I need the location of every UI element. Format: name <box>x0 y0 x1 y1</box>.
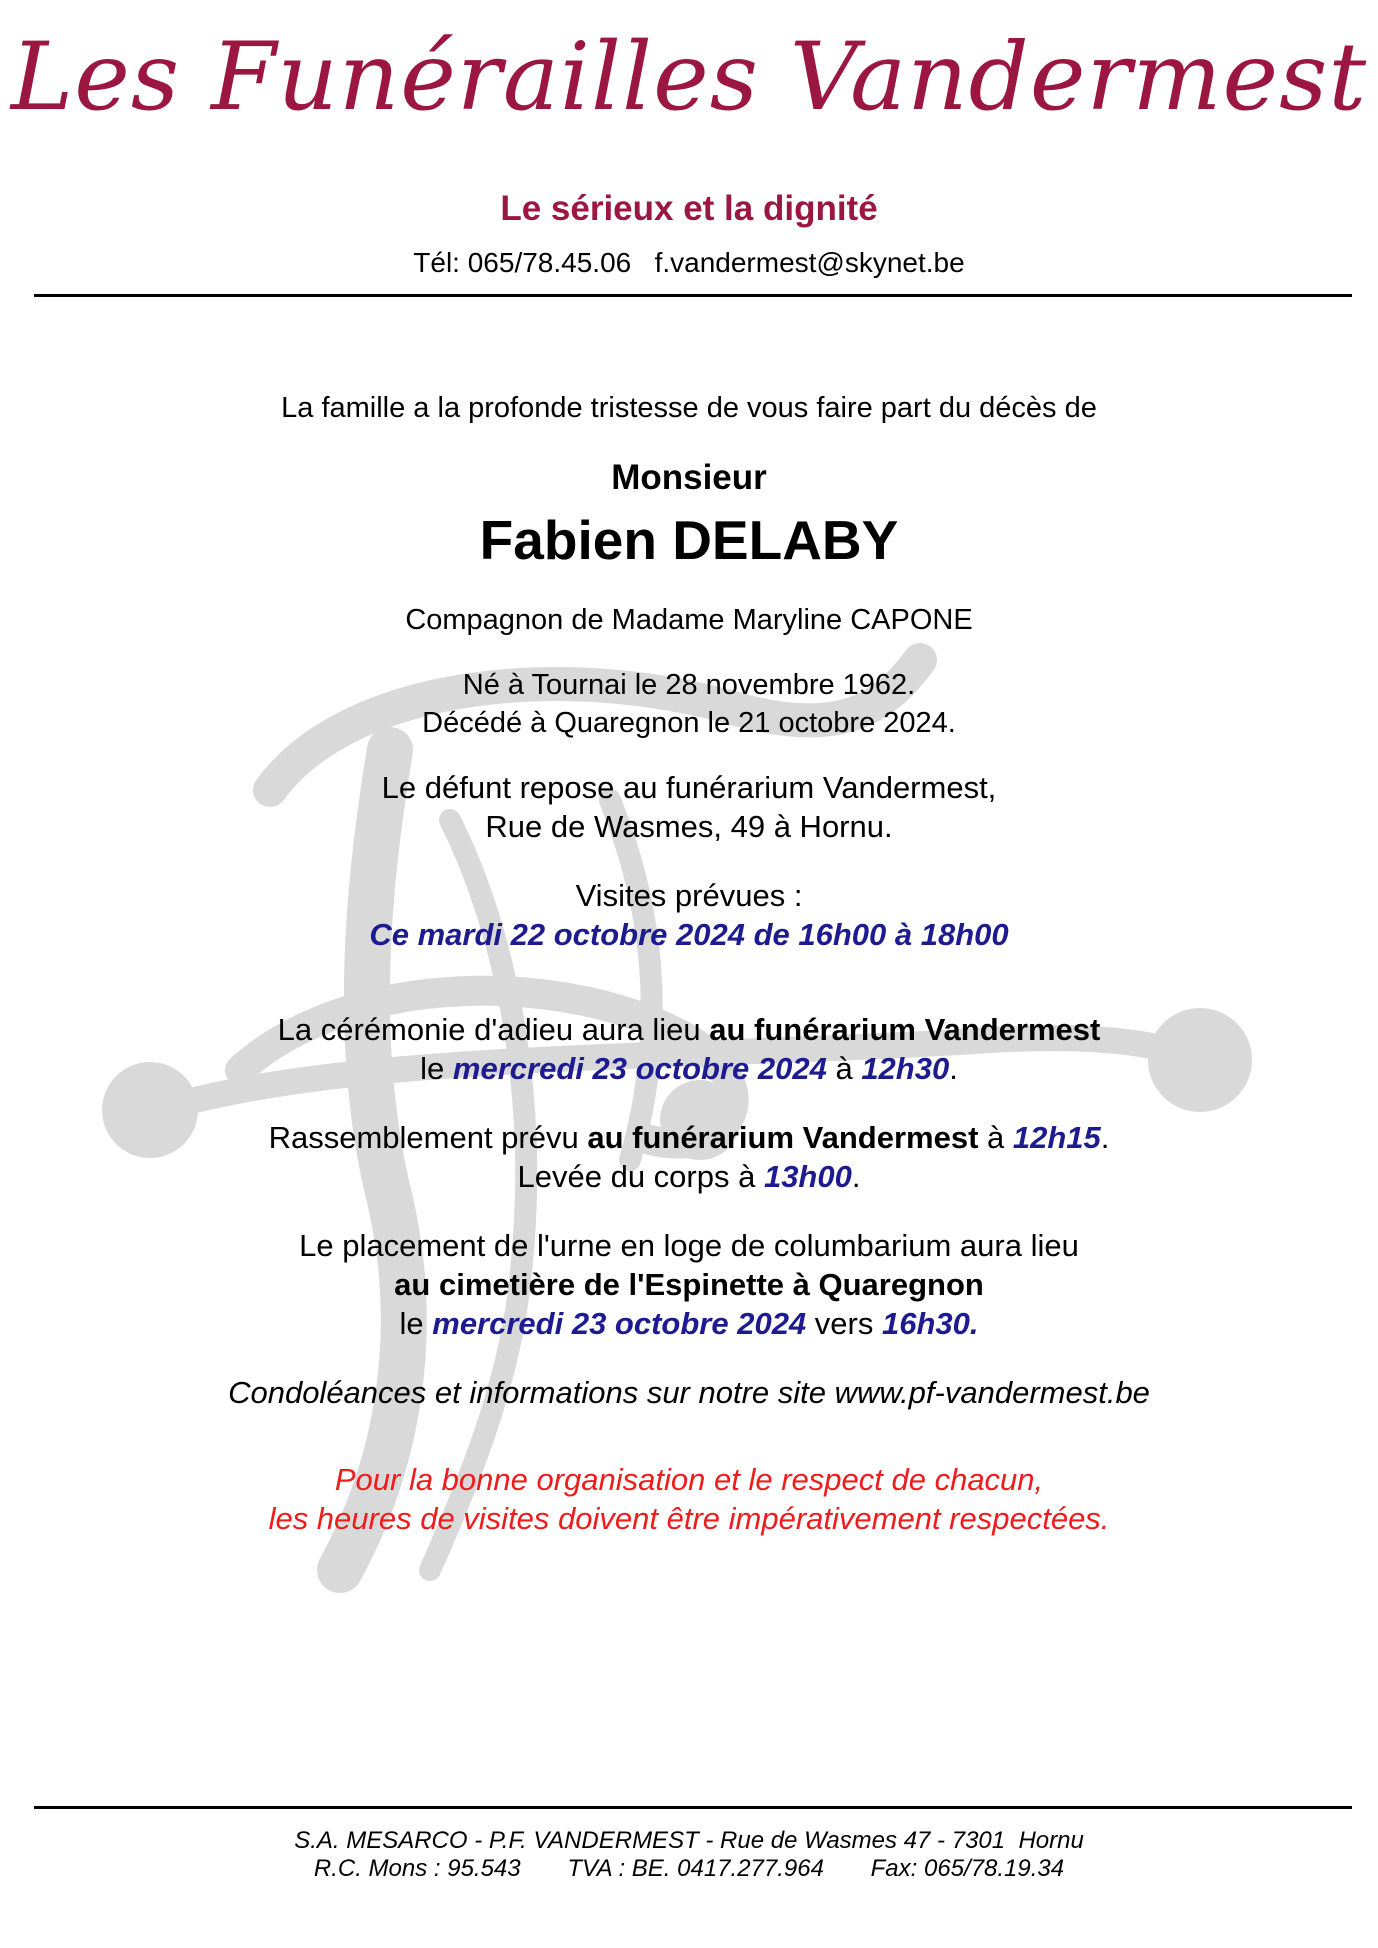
urn-date: mercredi 23 octobre 2024 <box>432 1306 807 1341</box>
gathering-time: 12h15 <box>1012 1120 1101 1155</box>
death-text: Décédé à Quaregnon le 21 octobre 2024. <box>422 707 956 739</box>
footer-tva: TVA : BE. 0417.277.964 <box>567 1855 824 1882</box>
birth-text: Né à Tournai le 28 novembre 1962. <box>462 669 916 701</box>
urn-line-1: Le placement de l'urne en loge de columbarium aura lieu <box>299 1228 1079 1263</box>
footer-registration <box>0 1854 1378 1883</box>
footer-fax: Fax: 065/78.19.34 <box>870 1855 1065 1882</box>
ceremony-place: au funérarium Vandermest <box>709 1012 1101 1047</box>
footer-company: S.A. MESARCO - P.F. VANDERMEST - Rue de Wasmes 47 - 7301 Hornu <box>294 1827 1084 1854</box>
phone-number: Tél: 065/78.45.06 <box>413 247 632 278</box>
company-logo-title: Les Funérailles Vandermest <box>10 23 1368 132</box>
urn-line-3 <box>0 1304 1378 1344</box>
ceremony-end: . <box>949 1051 958 1086</box>
repose-line-2: Rue de Wasmes, 49 à Hornu. <box>485 809 893 844</box>
urn-vers: vers <box>806 1306 882 1341</box>
ceremony-lead: La cérémonie d'adieu aura lieu <box>277 1012 710 1047</box>
gathering-a: à <box>978 1120 1013 1155</box>
header-divider <box>34 294 1352 297</box>
ceremony-time: 12h30 <box>861 1051 950 1086</box>
urn-le: le <box>399 1306 433 1341</box>
notice-line-2: les heures de visites doivent être impérativement respectées. <box>268 1501 1110 1536</box>
ceremony-le: le <box>420 1051 453 1086</box>
visits-label: Visites prévues : <box>575 878 803 913</box>
visits-schedule: Ce mardi 22 octobre 2024 de 16h00 à 18h00 <box>369 917 1009 952</box>
repose-line-1: Le défunt repose au funérarium Vandermest, <box>381 770 997 805</box>
contact-line <box>0 246 1378 280</box>
lift-lead: Levée du corps à <box>517 1159 764 1194</box>
ceremony-line-2 <box>0 1049 1378 1089</box>
condolences-text: Condoléances et informations sur notre site www.pf-vandermest.be <box>228 1375 1150 1410</box>
urn-time: 16h30. <box>881 1306 979 1341</box>
gathering-lead: Rassemblement prévu <box>268 1120 588 1155</box>
honorific: Monsieur <box>611 458 767 497</box>
gathering-line <box>0 1118 1378 1158</box>
gathering-end: . <box>1100 1120 1110 1155</box>
gathering-place: au funérarium Vandermest <box>587 1120 979 1155</box>
lift-end: . <box>851 1159 861 1194</box>
lift-time: 13h00 <box>763 1159 852 1194</box>
notice-line-1: Pour la bonne organisation et le respect de chacun, <box>334 1462 1044 1497</box>
tagline: Le sérieux et la dignité <box>500 189 878 228</box>
relation-text: Compagnon de Madame Maryline CAPONE <box>405 604 973 636</box>
deceased-name: Fabien DELABY <box>479 509 899 571</box>
urn-place: au cimetière de l'Espinette à Quaregnon <box>394 1267 984 1302</box>
intro-text: La famille a la profonde tristesse de vous faire part du décès de <box>281 392 1097 424</box>
ceremony-a: à <box>826 1051 862 1086</box>
footer-rc: R.C. Mons : 95.543 <box>313 1855 521 1882</box>
ceremony-date: mercredi 23 octobre 2024 <box>452 1051 827 1086</box>
ceremony-line-1 <box>0 1010 1378 1050</box>
email-address: f.vandermest@skynet.be <box>654 247 965 278</box>
lift-line <box>0 1157 1378 1197</box>
footer-divider <box>34 1806 1352 1809</box>
